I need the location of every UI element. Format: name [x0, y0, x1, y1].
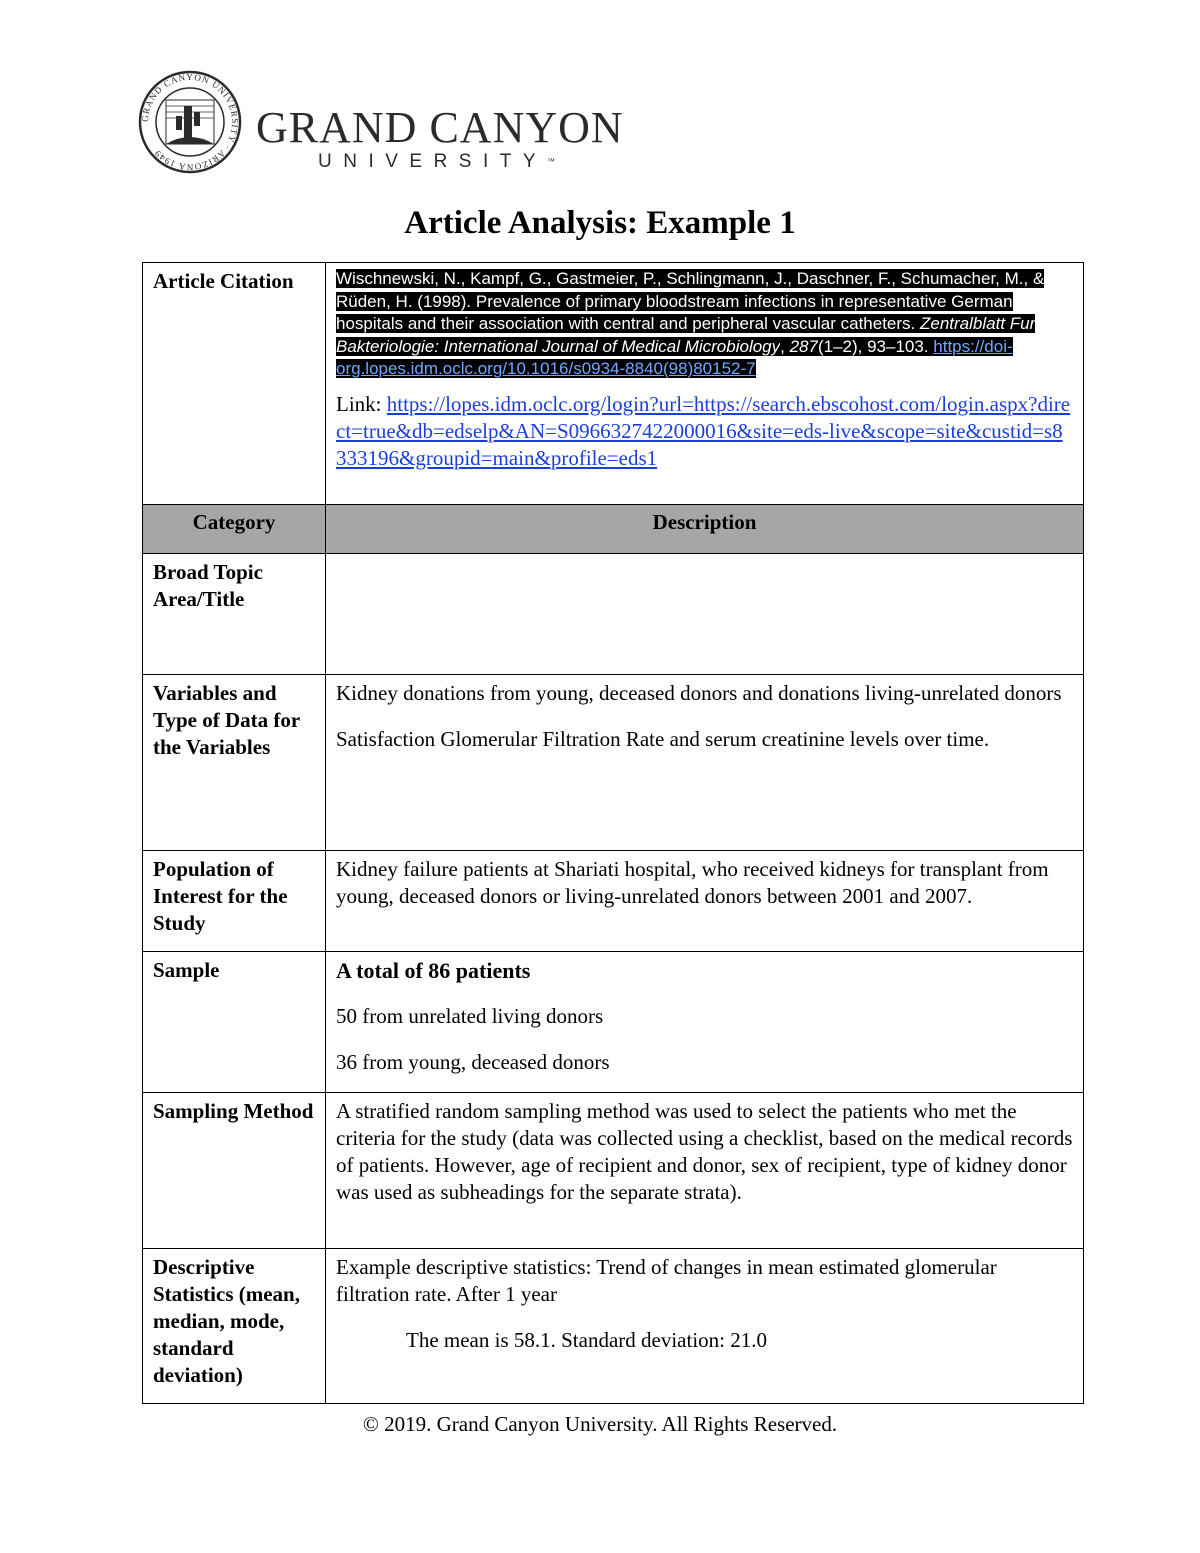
variables-text-1: Kidney donations from young, deceased donors and donations living-unrelated donors [336, 681, 1062, 705]
university-name: GRAND CANYON [256, 103, 624, 152]
variables-label: Variables and Type of Data for the Variables [143, 675, 326, 851]
descriptive-cell [326, 1249, 1084, 1404]
citation-cell [326, 263, 1084, 505]
sample-text-1: 50 from unrelated living donors [336, 1004, 604, 1028]
population-text: Kidney failure patients at Shariati hospital, who received kidneys for transplant from young, deceased donors or living-unrelated donors between 2001 and 2007. [326, 851, 1084, 952]
university-seal-icon [138, 70, 242, 174]
broad-topic-label: Broad Topic Area/Title [143, 554, 326, 675]
sampling-method-label: Sampling Method [143, 1093, 326, 1249]
table-row-descriptive [143, 1249, 1084, 1404]
variables-text-2: Satisfaction Glomerular Filtration Rate and serum creatinine levels over time. [336, 727, 990, 751]
table-row-broad-topic [143, 554, 1084, 675]
analysis-table [142, 262, 1084, 1404]
table-row-population [143, 851, 1084, 952]
sample-cell [326, 952, 1084, 1093]
table-header-row [143, 505, 1084, 554]
link-label: Link: [336, 391, 387, 416]
variables-cell [326, 675, 1084, 851]
doi-link[interactable]: https://doi-org.lopes.idm.oclc.org/10.1016/s0934-8840(98)80152-7 [336, 336, 1013, 378]
table-row-sample [143, 952, 1084, 1093]
citation-text: Wischnewski, N., Kampf, G., Gastmeier, P., Schlingmann, J., Daschner, F., Schumacher, M., & Rüden, H. (1998). Prevalence of primary bloodstream infections in representative German hospitals and their association with central and peripheral vascular catheters. Zentralblatt Fur Bakteriologie: International Journal of Medical Microbiology, 287(1–2), 93–103. https://doi-org.lopes.idm.oclc.org/10.1016/s0934-8840(98)80152-7 [336, 269, 1045, 378]
category-header: Category [143, 505, 326, 554]
seal-text: GRAND CANYON UNIVERSITY · ARIZONA 1949 [139, 71, 241, 173]
sample-label: Sample [143, 952, 326, 1093]
table-row-citation [143, 263, 1084, 505]
description-header: Description [326, 505, 1084, 554]
sampling-method-text: A stratified random sampling method was used to select the patients who met the criteria for the study (data was collected using a checklist, based on the medical records of patients. However, age of recipient and donor, sex of recipient, type of kidney donor was used as subheadings for the separate strata). [326, 1093, 1084, 1249]
descriptive-label: Descriptive Statistics (mean, median, mode, standard deviation) [143, 1249, 326, 1404]
table-row-sampling-method [143, 1093, 1084, 1249]
citation-label: Article Citation [143, 263, 326, 505]
citation-journal: Zentralblatt Fur Bakteriologie: International Journal of Medical Microbiology [336, 314, 1036, 356]
article-link-line [336, 391, 1073, 472]
citation-issue-pages: (1–2), 93–103. [817, 336, 934, 356]
university-sub-text: UNIVERSITY [318, 151, 548, 172]
university-logo [138, 70, 624, 174]
sample-text-2: 36 from young, deceased donors [336, 1050, 610, 1074]
citation-volume: 287 [789, 336, 818, 356]
descriptive-text-2: The mean is 58.1. Standard deviation: 21.0 [406, 1328, 768, 1352]
article-link[interactable]: https://lopes.idm.oclc.org/login?url=https://search.ebscohost.com/login.aspx?direct=true&db=edselp&AN=S0966327422000016&site=eds-live&scope=site&custid=s8333196&groupid=main&profile=eds1 [336, 391, 1071, 470]
descriptive-text-1: Example descriptive statistics: Trend of changes in mean estimated glomerular filtration rate. After 1 year [336, 1255, 997, 1306]
university-subtitle [318, 152, 555, 172]
sample-total: A total of 86 patients [336, 958, 531, 983]
copyright-footer: © 2019. Grand Canyon University. All Rights Reserved. [362, 1412, 838, 1436]
population-label: Population of Interest for the Study [143, 851, 326, 952]
page-title: Article Analysis: Example 1 [404, 205, 796, 241]
trademark: ™ [547, 157, 556, 166]
broad-topic-value [326, 554, 1084, 675]
table-row-variables [143, 675, 1084, 851]
citation-authors: Wischnewski, N., Kampf, G., Gastmeier, P., Schlingmann, J., Daschner, F., Schumacher, M., & Rüden, H. (1998). Prevalence of primary bloodstream infections in representative German hospitals and their association with central and peripheral vascular catheters. [336, 269, 1045, 333]
